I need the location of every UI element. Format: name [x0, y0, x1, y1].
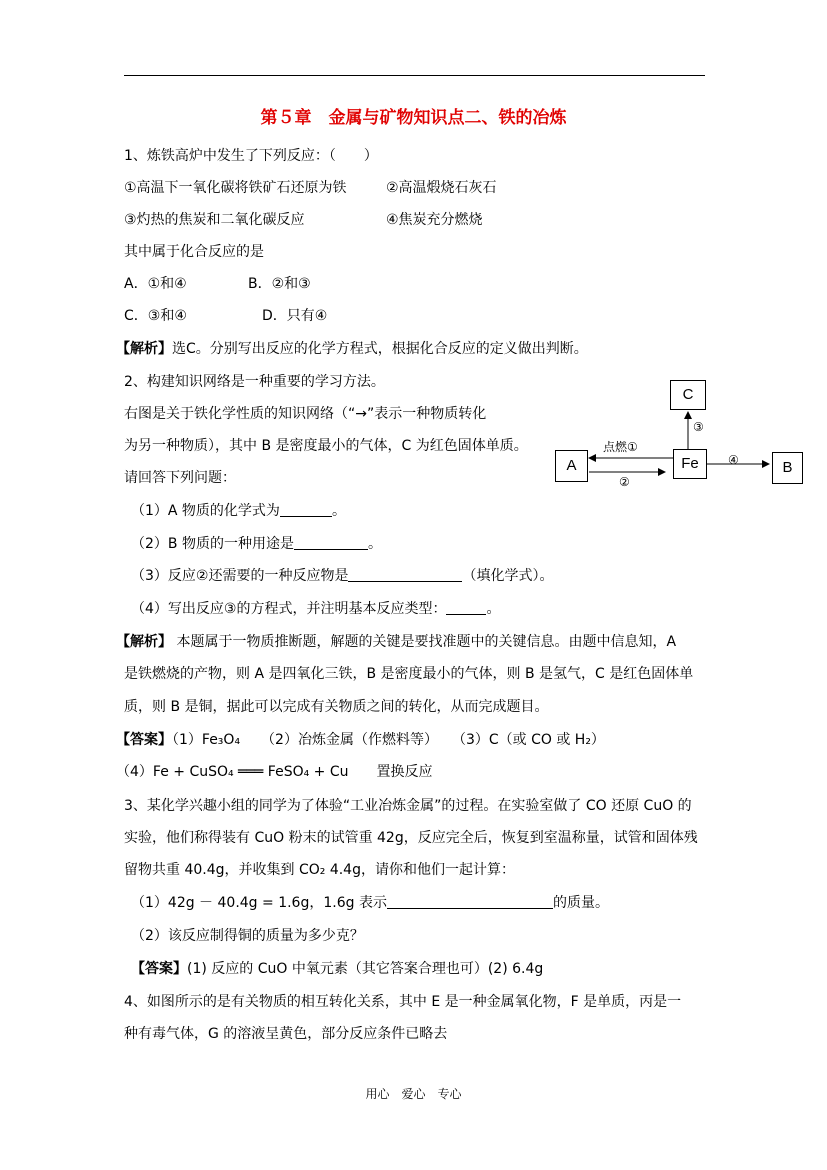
label-reaction-2: ②: [619, 475, 630, 489]
node-fe: Fe: [673, 449, 707, 479]
q3-line-2: 实验，他们称得装有 CuO 粉末的试管重 42g，反应完全后，恢复到室温称量，试管和固体残: [124, 830, 698, 846]
q2-sub-2: （2）B 物质的一种用途是 。: [131, 536, 382, 552]
answer-tag: 【答案】: [131, 961, 187, 977]
q1-option-3: ③灼热的焦炭和二氧化碳反应: [124, 212, 305, 228]
q2-analysis-3: 质，则 B 是铜，据此可以完成有关物质之间的转化，从而完成题目。: [124, 699, 549, 715]
q3-line-3: 留物共重 40.4g，并收集到 CO₂ 4.4g，请你和他们一起计算：: [124, 862, 515, 878]
q2-analysis-2: 是铁燃烧的产物，则 A 是四氧化三铁，B 是密度最小的气体，则 B 是氢气，C 是红色固体单: [124, 666, 694, 682]
q2-stem: 2、构建知识网络是一种重要的学习方法。: [124, 374, 385, 390]
q1-choice-a: A．①和④: [124, 276, 187, 292]
q2-prompt: 请回答下列问题：: [124, 470, 236, 486]
page-title: 第５章 金属与矿物知识点二、铁的冶炼: [260, 108, 567, 128]
q2-answer-1: 【答案】（1）Fe₃O₄ （2）冶炼金属（作燃料等） （3）C（或 CO 或 H₂）: [116, 732, 605, 748]
answer-blank[interactable]: [294, 535, 368, 550]
q1-option-2: ②高温煅烧石灰石: [386, 180, 497, 196]
q2-answer-2: （4）Fe + CuSO₄ ═══ FeSO₄ + Cu 置换反应: [116, 764, 433, 780]
node-c: C: [670, 380, 706, 410]
q2-sub-1: （1）A 物质的化学式为 。: [131, 503, 346, 519]
q2-sub-4: （4）写出反应③的方程式，并注明基本反应类型： 。: [131, 601, 501, 617]
answer-tag: 【答案】: [116, 732, 172, 748]
node-b: B: [772, 452, 803, 484]
answer-blank[interactable]: [446, 600, 486, 615]
q2-desc-2: 为另一种物质），其中 B 是密度最小的气体，C 为红色固体单质。: [124, 438, 528, 454]
q1-option-4: ④焦炭充分燃烧: [386, 212, 483, 228]
q1-ask: 其中属于化合反应的是: [124, 244, 264, 260]
answer-blank[interactable]: [280, 502, 332, 517]
q3-sub-1: （1）42g － 40.4g = 1.6g，1.6g 表示 的质量。: [131, 895, 609, 911]
answer-blank[interactable]: [387, 894, 553, 909]
q3-sub-2: （2）该反应制得铜的质量为多少克？: [131, 928, 364, 944]
q1-option-1: ①高温下一氧化碳将铁矿石还原为铁: [124, 180, 347, 196]
q1-analysis: [116, 339, 588, 359]
q2-sub-3: （3）反应②还需要的一种反应物是 （填化学式）。: [131, 568, 554, 584]
analysis-tag: 【解析】: [116, 634, 172, 650]
q3-line-1: 3、某化学兴趣小组的同学为了体验“工业冶炼金属”的过程。在实验室做了 CO 还原 CuO 的: [124, 798, 692, 814]
q1-choice-b: B．②和③: [248, 276, 311, 292]
q1-choice-d: D．只有④: [262, 308, 328, 324]
answer-blank[interactable]: [348, 567, 462, 582]
page-footer: 用心 爱心 专心: [365, 1087, 462, 1101]
q1-analysis-text: 选C。分别写出反应的化学方程式，根据化合反应的定义做出判断。: [172, 341, 588, 357]
q3-answer: 【答案】(1) 反应的 CuO 中氧元素（其它答案合理也可）(2) 6.4g: [131, 961, 544, 977]
q4-line-1: 4、如图所示的是有关物质的相互转化关系，其中 E 是一种金属氧化物，F 是单质，丙是一: [124, 994, 682, 1010]
q1-choice-c: C．③和④: [124, 308, 187, 324]
label-reaction-1: 点燃①: [603, 440, 638, 454]
node-a: A: [555, 450, 588, 482]
header-rule: [124, 75, 705, 76]
q1-stem: 1、炼铁高炉中发生了下列反应：（ ）: [124, 148, 378, 164]
q2-desc-1: 右图是关于铁化学性质的知识网络（“→”表示一种物质转化: [124, 406, 487, 422]
label-reaction-3: ③: [693, 420, 704, 434]
q2-analysis-1: 【解析】 本题属于一物质推断题，解题的关键是要找准题中的关键信息。由题中信息知，A: [116, 634, 677, 650]
analysis-tag: 【解析】: [116, 341, 172, 357]
label-reaction-4: ④: [728, 453, 739, 467]
q4-line-2: 种有毒气体，G 的溶液呈黄色，部分反应条件已略去: [124, 1026, 448, 1042]
